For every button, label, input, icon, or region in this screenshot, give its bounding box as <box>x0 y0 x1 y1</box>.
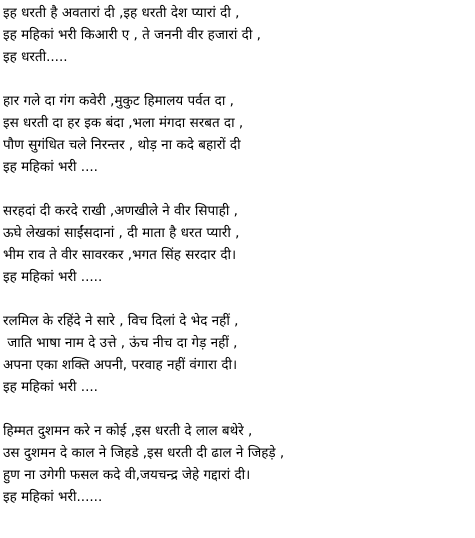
stanza-5 <box>3 420 471 508</box>
poem-line: ऊघे लेखकां साईंसदानां , दी माता है धरत प्यारी , <box>3 225 240 241</box>
poem-line: सरहदां दी करदे राखी ,अणखीले ने वीर सिपाही , <box>3 203 238 219</box>
stanza-4 <box>3 310 471 398</box>
poem-line: अपना एका शक्ति अपनी, परवाह नहीं वंगारा दी। <box>3 357 238 373</box>
poem-line: उस दुशमन दे काल ने जिहडे ,इस धरती दी ढाल ने जिहड़े , <box>3 445 285 461</box>
poem-text <box>3 2 471 530</box>
poem-line: भीम राव ते वीर सावरकर ,भगत सिंह सरदार दी। <box>3 247 237 263</box>
poem-line: इह महिकां भरी .... <box>3 159 98 175</box>
poem-line: इह धरती है अवतारां दी ,इह धरती देश प्यारां दी , <box>3 5 240 21</box>
poem-line: हार गले दा गंग कवेरी ,मुकुट हिमालय पर्वत दा , <box>3 93 234 109</box>
stanza-1 <box>3 2 471 68</box>
stanza-3 <box>3 200 471 288</box>
poem-line: इह महिकां भरी ..... <box>3 269 103 285</box>
poem-line: जाति भाषा नाम दे उत्ते , ऊंच नीच दा गेड़ नहीं , <box>3 335 238 351</box>
poem-line: रलमिल के रहिंदे ने सारे , विच दिलां दे भेद नहीं , <box>3 313 239 329</box>
poem-line: इस धरती दा हर इक बंदा ,भला मंगदा सरबत दा , <box>3 115 244 131</box>
poem-line: हुण ना उगेगी फसल कदे वी,जयचन्द्र जेहे गद्दारां दी। <box>3 467 251 483</box>
poem-line: हिम्मत दुशमन करे न कोई ,इस धरती दे लाल बथेरे , <box>3 423 253 439</box>
poem-line: इह महिकां भरी किआरी ए , ते जननी वीर हजारां दी , <box>3 27 261 43</box>
stanza-2 <box>3 90 471 178</box>
poem-line: पौण सुगंधित चले निरन्तर , थोड़ ना कदे बहारों दी <box>3 137 241 153</box>
poem-line: इह महिकां भरी .... <box>3 379 98 395</box>
poem-line: इह धरती..... <box>3 49 68 65</box>
poem-line: इह महिकां भरी...... <box>3 489 103 505</box>
